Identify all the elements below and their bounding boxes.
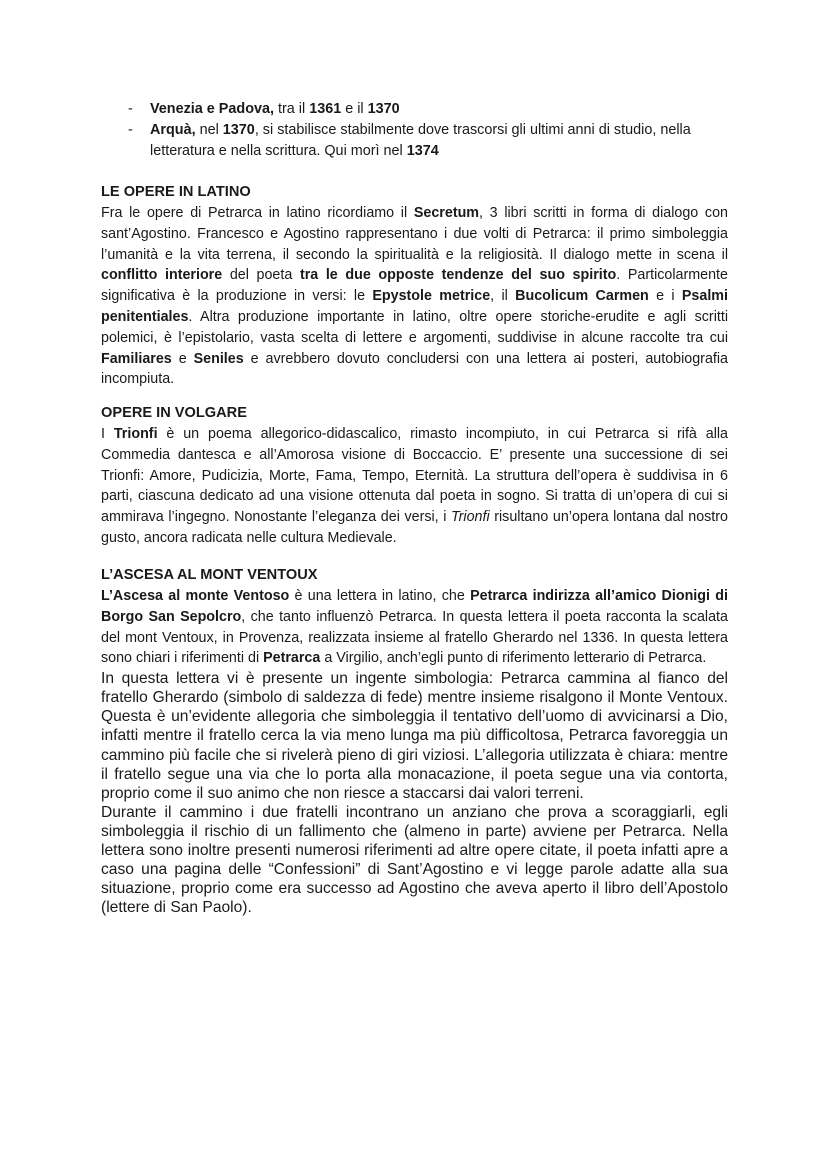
section-heading: LE OPERE IN LATINO	[101, 184, 251, 200]
paragraph: Durante il cammino i due fratelli incontrano un anziano che prova a scoraggiarli, egli simboleggia il rischio di un fallimento che (almeno in parte) avviene per Petrarca. Nella lettera sono inoltre presenti numerosi riferimenti ad altre opere citate, il poeta infatti apre a caso una pagina delle “Confessioni” di Sant’Agostino e vi legge parole adatte alla sua situazione, proprio come era successo ad Agostino che aveva aperto il libro dell’Apostolo (lettere di San Paolo).	[101, 803, 728, 917]
place-name: Venezia e Padova,	[150, 101, 274, 117]
section-ventoux	[101, 565, 728, 917]
list-bullet: -	[128, 101, 133, 117]
paragraph: In questa lettera vi è presente un ingente simbologia: Petrarca cammina al fianco del fratello Gherardo (simbolo di saldezza di fede) mentre insieme risalgono il Monte Ventoux. Questa è un’evidente allegoria che simboleggia il tentativo dell’uomo di avvicinarsi a Dio, infatti mentre il fratello cerca la via meno lunga ma più difficoltosa, Petrarca favoreggia un cammino più facile che si rivelerà pieno di giri viziosi. L’allegoria utilizzata è chiara: mentre il fratello segue una via che lo porta alla monacazione, il poeta segue una via contorta, proprio come il suo animo che non riesce a staccarsi dai valori terreni.	[101, 670, 728, 802]
paragraph: Fra le opere di Petrarca in latino ricordiamo il Secretum, 3 libri scritti in forma di dialogo con sant’Agostino. Francesco e Agostino rappresentano i due volti di Petrarca: il primo simboleggia l’umanità e la vita terrena, il secondo la spiritualità e la religiosità. Il dialogo mette in scena il conflitto interiore del poeta tra le due opposte tendenze del suo spirito. Particolarmente significativa è la produzione in versi: le Epystole metrice, il Bucolicum Carmen e i Psalmi penitentiales. Altra produzione importante in latino, oltre opere storiche-erudite e agli scritti polemici, è l’epistolario, vasta scelta di lettere e argomenti, suddivise in alcune raccolte tra cui Familiares e Seniles e avrebbero dovuto concludersi con una lettera ai posteri, autobiografia incompiuta.	[101, 205, 728, 388]
section-heading: OPERE IN VOLGARE	[101, 405, 247, 421]
list-bullet: -	[128, 122, 133, 138]
place-name: Arquà,	[150, 122, 196, 138]
section-volgare	[101, 403, 728, 549]
list-item: - Venezia e Padova, tra il 1361 e il 1370	[128, 99, 738, 120]
bullet-list	[128, 99, 738, 162]
section-heading: L’ASCESA AL MONT VENTOUX	[101, 567, 318, 583]
list-item: - Arquà, nel 1370, si stabilisce stabilmente dove trascorsi gli ultimi anni di studio, nella letteratura e nella scrittura. Qui morì nel 1374	[128, 122, 691, 159]
section-latin	[101, 182, 728, 390]
paragraph: I Trionfi è un poema allegorico-didascalico, rimasto incompiuto, in cui Petrarca si rifà alla Commedia dantesca e all’Amorosa visione di Boccaccio. E’ presente una successione di sei Trionfi: Amore, Pudicizia, Morte, Fama, Tempo, Eternità. La struttura dell’opera è suddivisa in 6 parti, ciascuna dedicato ad una visione ottenuta dal poeta in sogno. Si tratta di un’opera di cui si ammirava l’ingegno. Nonostante l’eleganza dei versi, i Trionfi risultano un’opera lontana dal nostro gusto, ancora radicata nelle cultura Medievale.	[101, 426, 728, 546]
paragraph: L’Ascesa al monte Ventoso è una lettera in latino, che Petrarca indirizza all’amico Dionigi di Borgo San Sepolcro, che tanto influenzò Petrarca. In questa lettera il poeta racconta la scalata del mont Ventoux, in Provenza, realizzata insieme al fratello Gherardo nel 1336. In questa lettera sono chiari i riferimenti di Petrarca a Virgilio, anch’egli punto di riferimento letterario di Petrarca.	[101, 588, 728, 667]
